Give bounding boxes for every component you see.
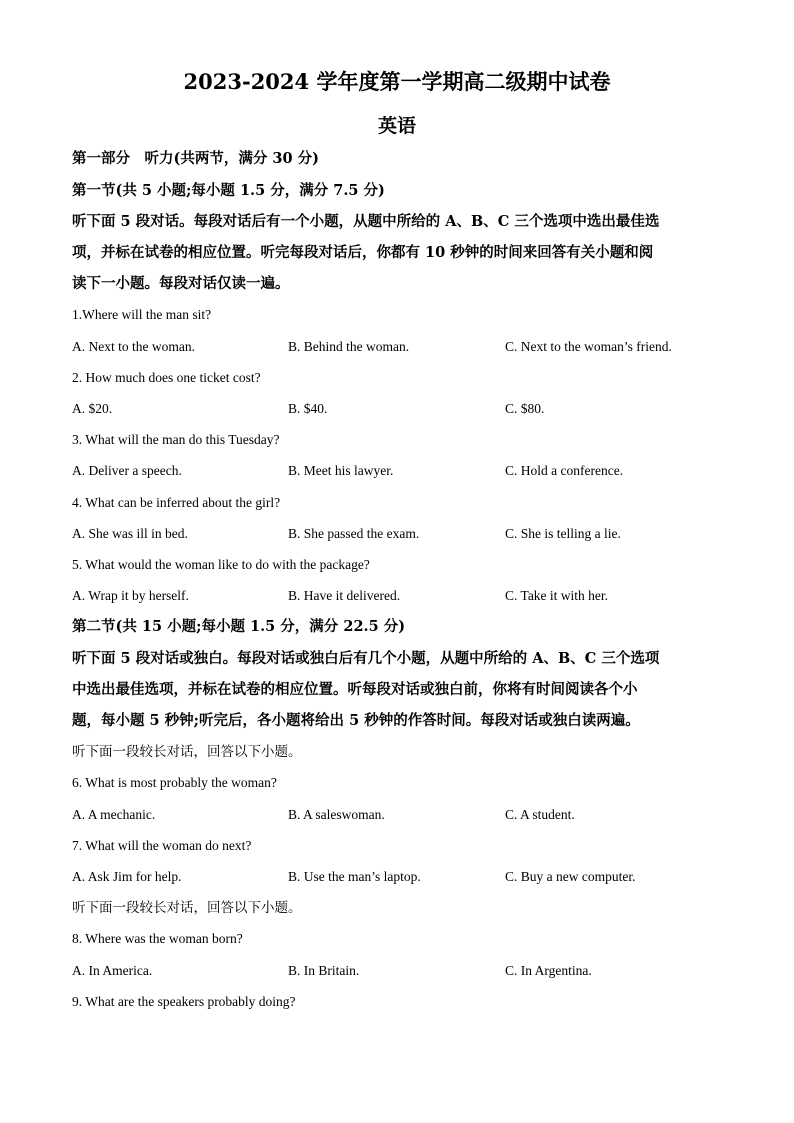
section1-heading: 第一节(共 5 小题;每小题 1.5 分，满分 7.5 分) [72,182,385,199]
exam-title: 2023-2024 学年度第一学期高二级期中试卷 [183,69,611,94]
option-a: A. Next to the woman. [72,339,195,354]
question-text: 9. What are the speakers probably doing? [72,994,296,1009]
listen-note: 听下面一段较长对话，回答以下小题。 [72,900,302,916]
question-text: 3. What will the man do this Tuesday? [72,432,280,447]
option-c: C. Buy a new computer. [505,869,636,884]
part1-heading: 第一部分 听力(共两节，满分 30 分) [72,150,319,167]
option-c: C. She is telling a lie. [505,526,621,541]
section2-instruction-line: 听下面 5 段对话或独白。每段对话或独白后有几个小题，从题中所给的 A、B、C 三个选项 [72,650,660,667]
option-b: B. Behind the woman. [288,339,410,354]
option-c: C. In Argentina. [505,963,592,978]
option-a: A. Wrap it by herself. [72,588,189,603]
option-b: B. Have it delivered. [288,588,401,603]
option-c: C. Take it with her. [505,588,609,603]
section1-instruction-line: 项，并标在试卷的相应位置。听完每段对话后，你都有 10 秒钟的时间来回答有关小题和阅 [72,244,654,261]
option-b: B. A saleswoman. [288,807,385,822]
subject-title: 英语 [377,115,416,137]
listen-note: 听下面一段较长对话，回答以下小题。 [72,744,302,760]
section2-instruction-line: 题，每小题 5 秒钟;听完后，各小题将给出 5 秒钟的作答时间。每段对话或独白读两遍。 [72,712,640,729]
option-a: A. A mechanic. [72,807,156,822]
option-b: B. She passed the exam. [288,526,420,541]
option-b: B. Use the man’s laptop. [288,869,421,884]
question-text: 7. What will the woman do next? [72,838,252,853]
section1-instruction-line: 听下面 5 段对话。每段对话后有一个小题，从题中所给的 A、B、C 三个选项中选出最佳选 [72,213,660,230]
section2-instruction-line: 中选出最佳选项，并标在试卷的相应位置。听每段对话或独白前，你将有时间阅读各个小 [72,681,638,698]
question-text: 1.Where will the man sit? [72,307,212,322]
question-text: 5. What would the woman like to do with the package? [72,557,370,572]
question-text: 4. What can be inferred about the girl? [72,495,281,510]
option-a: A. She was ill in bed. [72,526,188,541]
question-text: 8. Where was the woman born? [72,931,243,946]
option-b: B. In Britain. [288,963,360,978]
option-c: C. A student. [505,807,575,822]
option-c: C. $80. [505,401,545,416]
option-a: A. In America. [72,963,153,978]
option-c: C. Next to the woman’s friend. [505,339,672,354]
option-c: C. Hold a conference. [505,463,624,478]
option-a: A. Ask Jim for help. [72,869,182,884]
option-a: A. $20. [72,401,113,416]
question-text: 2. How much does one ticket cost? [72,370,261,385]
question-text: 6. What is most probably the woman? [72,775,277,790]
option-a: A. Deliver a speech. [72,463,182,478]
section2-heading: 第二节(共 15 小题;每小题 1.5 分，满分 22.5 分) [72,618,406,635]
option-b: B. Meet his lawyer. [288,463,394,478]
section1-instruction-line: 读下一小题。每段对话仅读一遍。 [72,275,290,292]
option-b: B. $40. [288,401,328,416]
